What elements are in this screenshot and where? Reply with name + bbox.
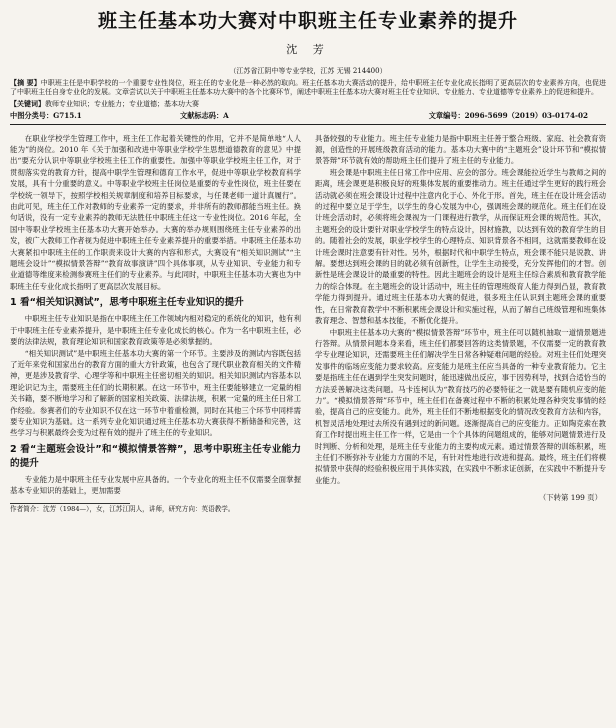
- document-code: 文献标志码：A: [180, 110, 229, 120]
- body-paragraph: 专业能力是中职班主任专业发展中应具备的。一个专业化的班主任不仅需要全面掌握基本专业知识的基础上，更加需要: [10, 474, 301, 496]
- left-column: [10, 133, 301, 699]
- body-paragraph: 中职班主任基本功大赛的“模拟情景答辩”环节中，班主任可以随机抽取一道情景题进行答辩。从情景问题本身来看，班主任们都要回答的这类情景题，不仅需要一定的教育教学专业理论知识，还需要班主任们解决学生日常各种疑难问题的经验。对班主任们处理突发事件的临场应变能力要求较高。应变能力是班主任应当具备的一种专业教育能力。它主要是指班主任在遇到学生突发问题时，能迅速做出反应，事于因势利导，找到合适恰当的方法妥善解决这类问题。马卡连柯认为“教育技巧的必要特征之一就是要有随机应变的能力”。“模拟情景答辩”环节中，班主任们在备赛过程中不断的积累处理各种突发事情的经验，提高自己的应变能力。此外，班主任们不断地根据变化的情况改变教育方法和内容，机智灵活地处理过去所没有遇到过的新问题。逐渐提高自己的应变能力。正如陶克索在教育工作时提出班主任工作一样，它是由一个个具体的问题组成的，能够对问题情景进行及时判断、分析和处理，是班主任专业能力的主要构成元素。通过情景答辩的训练积累，班主任们不断弥补专业能力方面的不足，有针对性地进行改进和提高。最终，班主任们将模拟情景中获得的经验积极应用于具体实践，在实践中不断求证创新，在实践中不断提升专业能力。: [315, 327, 606, 485]
- body-paragraph: 在职业学校学生管理工作中，班主任工作起着关键性的作用，它并不是简单地“人人能为”的岗位。2010 年《关于加强和改进中等职业学校学生思想道德教育的意见》中提出“要充分认识中等职业学校班主任工作的重要性。加强中等职业学校班主任工作，对于贯彻落实党的教育方针，提高中职学生管理和德育工作水平，促进中等职业学校教育科学发展，具有十分重要的意义。中等职业学校班主任岗位是重要的专业性岗位，班主任要在学校统一领导下，按照学校相关规章制度和培养目标要求，与任课老师一道计真履行”。由此可见，班主任工作对教师的专业素养一定的要求，并非所有的教师都能当班主任。换句话说，没有一定专业素养的教师无法胜任中职班主任这一专业性岗位。2016 年起，全国中等职业学校班主任基本功大赛开始举办。大赛的举办规则围绕班主任专业素养的出发，被广大教师工作者视为促进中职班主任专业素养提升的重要举措。中职班主任基本功大赛紧扣中职班主任的工作职责来设计大赛的内容和形式，大赛设有“相关知识测试”“主题班会设计”“模拟情景答辩”“教育故事演讲”四个具体事项，从专业知识、专业能力和专业道德等维度来检测参赛班主任们的专业素养。与此同时，中职班主任基本功大赛也为中职班主任专业化成长指明了更高层次发展目标。: [10, 133, 301, 291]
- continued-note: （下转第 199 页）: [538, 493, 602, 503]
- body-columns: [10, 133, 606, 699]
- keywords-block: [10, 99, 606, 109]
- author-name: 沈 芳: [286, 43, 330, 56]
- section-heading-1: 1 看“相关知识测试”，思考中职班主任专业知识的提升: [10, 297, 244, 309]
- right-column: [315, 133, 606, 699]
- author-affiliation: （江苏省江阴中等专业学校，江苏 无锡 214400）: [229, 67, 387, 75]
- header-rule: [10, 124, 606, 125]
- article-number: 文章编号：2096-5699（2019）03-0174-02: [428, 110, 588, 120]
- abstract-label: 【摘 要】: [10, 78, 41, 87]
- body-paragraph: 中职班主任专业知识是指在中职班主任工作领域内相对稳定的系统化的知识，他有利于中职班主任专业素养提升，是中职班主任专业化成长的核心。作为一名中职班主任，必要的法律法规，教育理论知识和国家教育政策等是必须掌握的。: [10, 314, 301, 347]
- body-paragraph: “相关知识测试”是中职班主任基本功大赛的第一个环节。主要涉及的测试内容既包括了近年来党和国家出台的教育方面的重大方针政策，也包含了现代职业教育相关的文件精神，更是涉及教育学、心理学等和中职班主任密切相关的知识。相关知识测试内容基本以理论识记为主，需要班主任们的长期积累。在这一环节中，班主任要能够建立一定量的相关书籍，要不断地学习和了解新的国家相关政策、法律法规，积累一定量的班主任日常工作经验。参赛者们的专业知识不仅在这一环节中着重检测，同时在其他三个环节中同样需要专业知识为基础。这一系列专业化知识通过班主任基本功大赛获得不断储备和完善，这些学习与积累最终会变为过程有效的提升了班主任的专业知识。: [10, 348, 301, 438]
- article-meta: [10, 111, 606, 121]
- keywords-label: 【关键词】: [10, 99, 45, 109]
- abstract-block: [10, 78, 606, 97]
- body-paragraph: 具备较强的专业能力。班主任专业能力是指中职班主任善于整合班级、家庭、社会教育资源，创造性的开展班级教育活动的能力。基本功大赛中的“主题班会”设计环节和“模拟情景答辩”环节就有效的帮助班主任们提升了班主任的专业能力。: [315, 133, 606, 166]
- body-paragraph: 班会课是中职班主任日常工作中应用、应会的部分。班会课能拉近学生与教师之间的距离，班会课更是积极良好的班集体发展的重要推动力。班主任通过学生更好的践行班会活动就必须在班会课设计过程中注意内化于心、外化于形。首先，班主任在设计班会活动的过程中要立足于学生，以学生的身心发展为中心，强调班会课的规范化。班主任们在设计班会活动时，必须将班会课视为一门课程进行教学，从而保证班会课的规范性。其次，主题班会的设计要针对职业学校学生的特点设计，因材施教，以达到有效的教育学生的目的。随着社会的发展，职业学校学生的心理特点、知识背景各不相同，这就需要教师在设计班会课时注意要有针对性。另外，根据时代和中职学生特点，班会课不能只是说教、讲解。要想达到班会课的目的就必须有创新性，让学生主动接受，充分发挥他们的才智。创新性是班会课设计的最重要的特性。因此主题班会的设计是班主任综合素质和教育教学能力的综合体现。在主题班会的设计活动中，班主任的管理班级育人能力得到凸显，教育教学能力得到提升。通过班主任基本功大赛的促进，很多班主任认识到主题班会课的重要性，在日常教育教学中不断积累班会课设计和实施过程，从而了解自己班级管理和班集体教育理念、智慧和基本技能，不断优化提升。: [315, 167, 606, 326]
- section-heading-2: 2 看“主题班会设计”和“模拟情景答辩”，思考中职班主任专业能力的提升: [10, 443, 301, 469]
- abstract-text: 中职班主任是中职学校的一个重要专业性岗位，班主任的专业化是一种必然的取向。班主任基本功大赛活动的提升，给中职班主任专业化成长指明了更高层次的专业素养方向，也促进了中职班主任自身专业化的发展。文章尝试以关于中职班主任基本功大赛中的各个比赛环节，阐述中职班主任基本功大赛对班主任专业知识、专业能力、专业道德等专业素养上的促进和提升。: [10, 79, 607, 97]
- author-footnote: 作者简介：沈芳（1984—），女，江苏江阴人，讲师，研究方向：英语教学。: [10, 504, 235, 513]
- keywords-text: 教师专业知识；专业能力；专业道德；基本功大赛: [45, 100, 199, 109]
- clc-number: 中图分类号：G715.1: [10, 110, 82, 120]
- paper-title: 班主任基本功大赛对中职班主任专业素养的提升: [97, 10, 518, 32]
